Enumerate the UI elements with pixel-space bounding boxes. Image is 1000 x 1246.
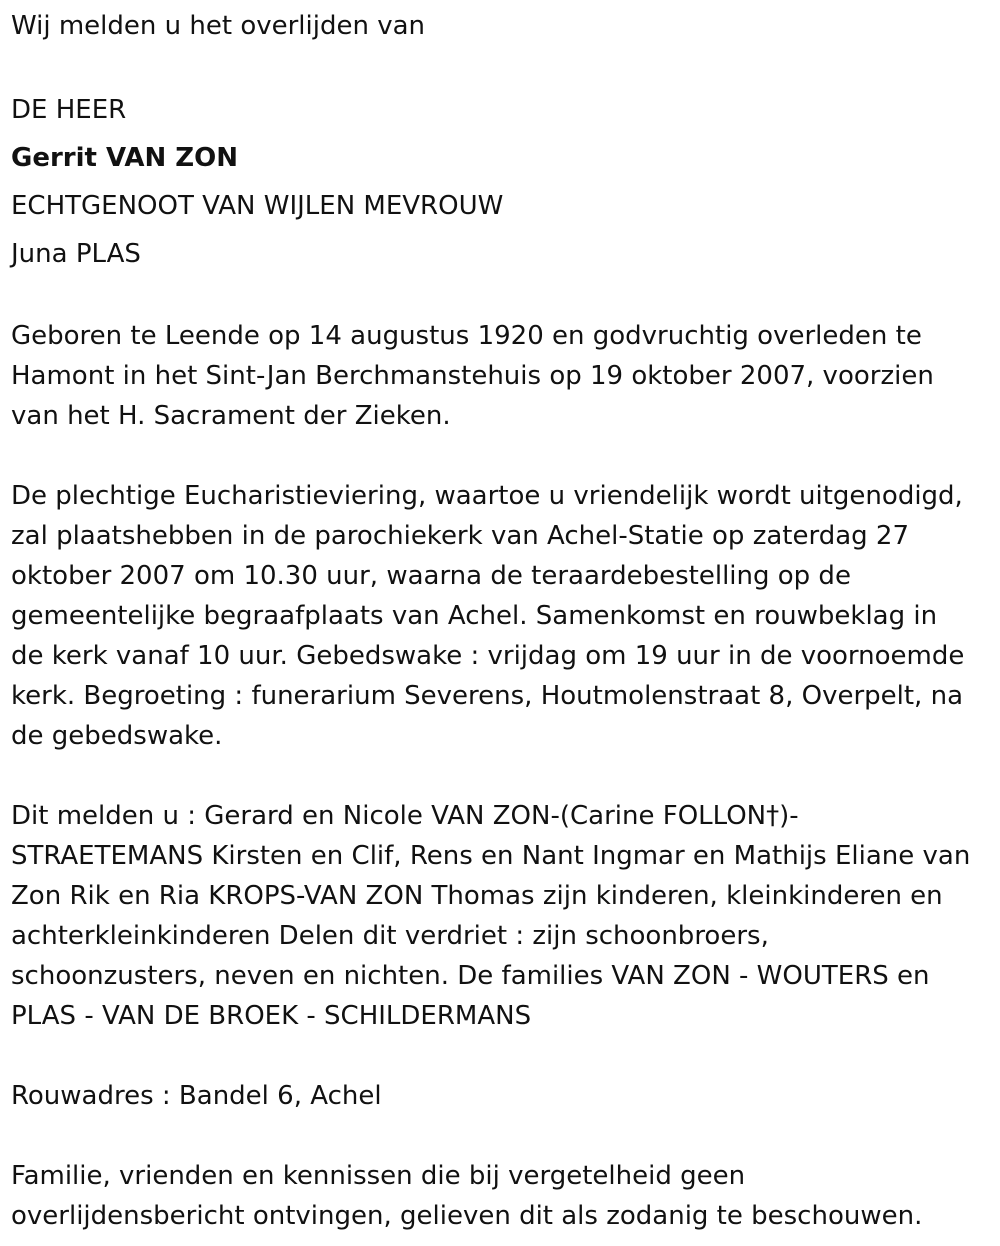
deceased-name: Gerrit VAN ZON: [11, 143, 239, 173]
paragraph-line: overlijdensbericht ontvingen, gelieven dit als zodanig te beschouwen.: [11, 1201, 923, 1231]
paragraph-line: STRAETEMANS Kirsten en Clif, Rens en Nant Ingmar en Mathijs Eliane van: [11, 841, 971, 871]
intro-section: [11, 6, 990, 46]
paragraph-line: Familie, vrienden en kennissen die bij vergetelheid geen: [11, 1161, 746, 1191]
paragraph-line: de gebedswake.: [11, 721, 223, 751]
paragraph-line: achterkleinkinderen Delen dit verdriet : zijn schoonbroers,: [11, 921, 769, 951]
paragraph-line: schoonzusters, neven en nichten. De families VAN ZON - WOUTERS en: [11, 961, 930, 991]
paragraph-line: Zon Rik en Ria KROPS-VAN ZON Thomas zijn kinderen, kleinkinderen en: [11, 881, 943, 911]
paragraph-line: kerk. Begroeting : funerarium Severens, Houtmolenstraat 8, Overpelt, na: [11, 681, 963, 711]
birth-death-paragraph: [11, 316, 990, 436]
paragraph-line: PLAS - VAN DE BROEK - SCHILDERMANS: [11, 1001, 532, 1031]
address-paragraph: [11, 1076, 990, 1116]
paragraph-line: de kerk vanaf 10 uur. Gebedswake : vrijdag om 19 uur in de voornoemde: [11, 641, 965, 671]
paragraph-line: oktober 2007 om 10.30 uur, waarna de teraardebestelling op de: [11, 561, 851, 591]
intro-line: Wij melden u het overlijden van: [11, 11, 426, 41]
paragraph-line: van het H. Sacrament der Zieken.: [11, 401, 451, 431]
paragraph-line: De plechtige Eucharistieviering, waartoe u vriendelijk wordt uitgenodigd,: [11, 481, 963, 511]
mourning-address: Rouwadres : Bandel 6, Achel: [11, 1081, 382, 1111]
spouse-name: Juna PLAS: [11, 239, 141, 269]
relation-line: ECHTGENOOT VAN WIJLEN MEVROUW: [11, 191, 504, 221]
paragraph-line: Hamont in het Sint-Jan Berchmanstehuis op 19 oktober 2007, voorzien: [11, 361, 934, 391]
honorific: DE HEER: [11, 95, 127, 125]
paragraph-line: Geboren te Leende op 14 augustus 1920 en godvruchtig overleden te: [11, 321, 922, 351]
deceased-header: [11, 86, 990, 278]
ceremony-paragraph: [11, 476, 990, 756]
family-paragraph: [11, 796, 990, 1036]
closing-paragraph: [11, 1156, 990, 1236]
paragraph-line: zal plaatshebben in de parochiekerk van Achel-Statie op zaterdag 27: [11, 521, 909, 551]
paragraph-line: gemeentelijke begraafplaats van Achel. Samenkomst en rouwbeklag in: [11, 601, 938, 631]
paragraph-line: Dit melden u : Gerard en Nicole VAN ZON-(Carine FOLLON†)-: [11, 801, 799, 831]
